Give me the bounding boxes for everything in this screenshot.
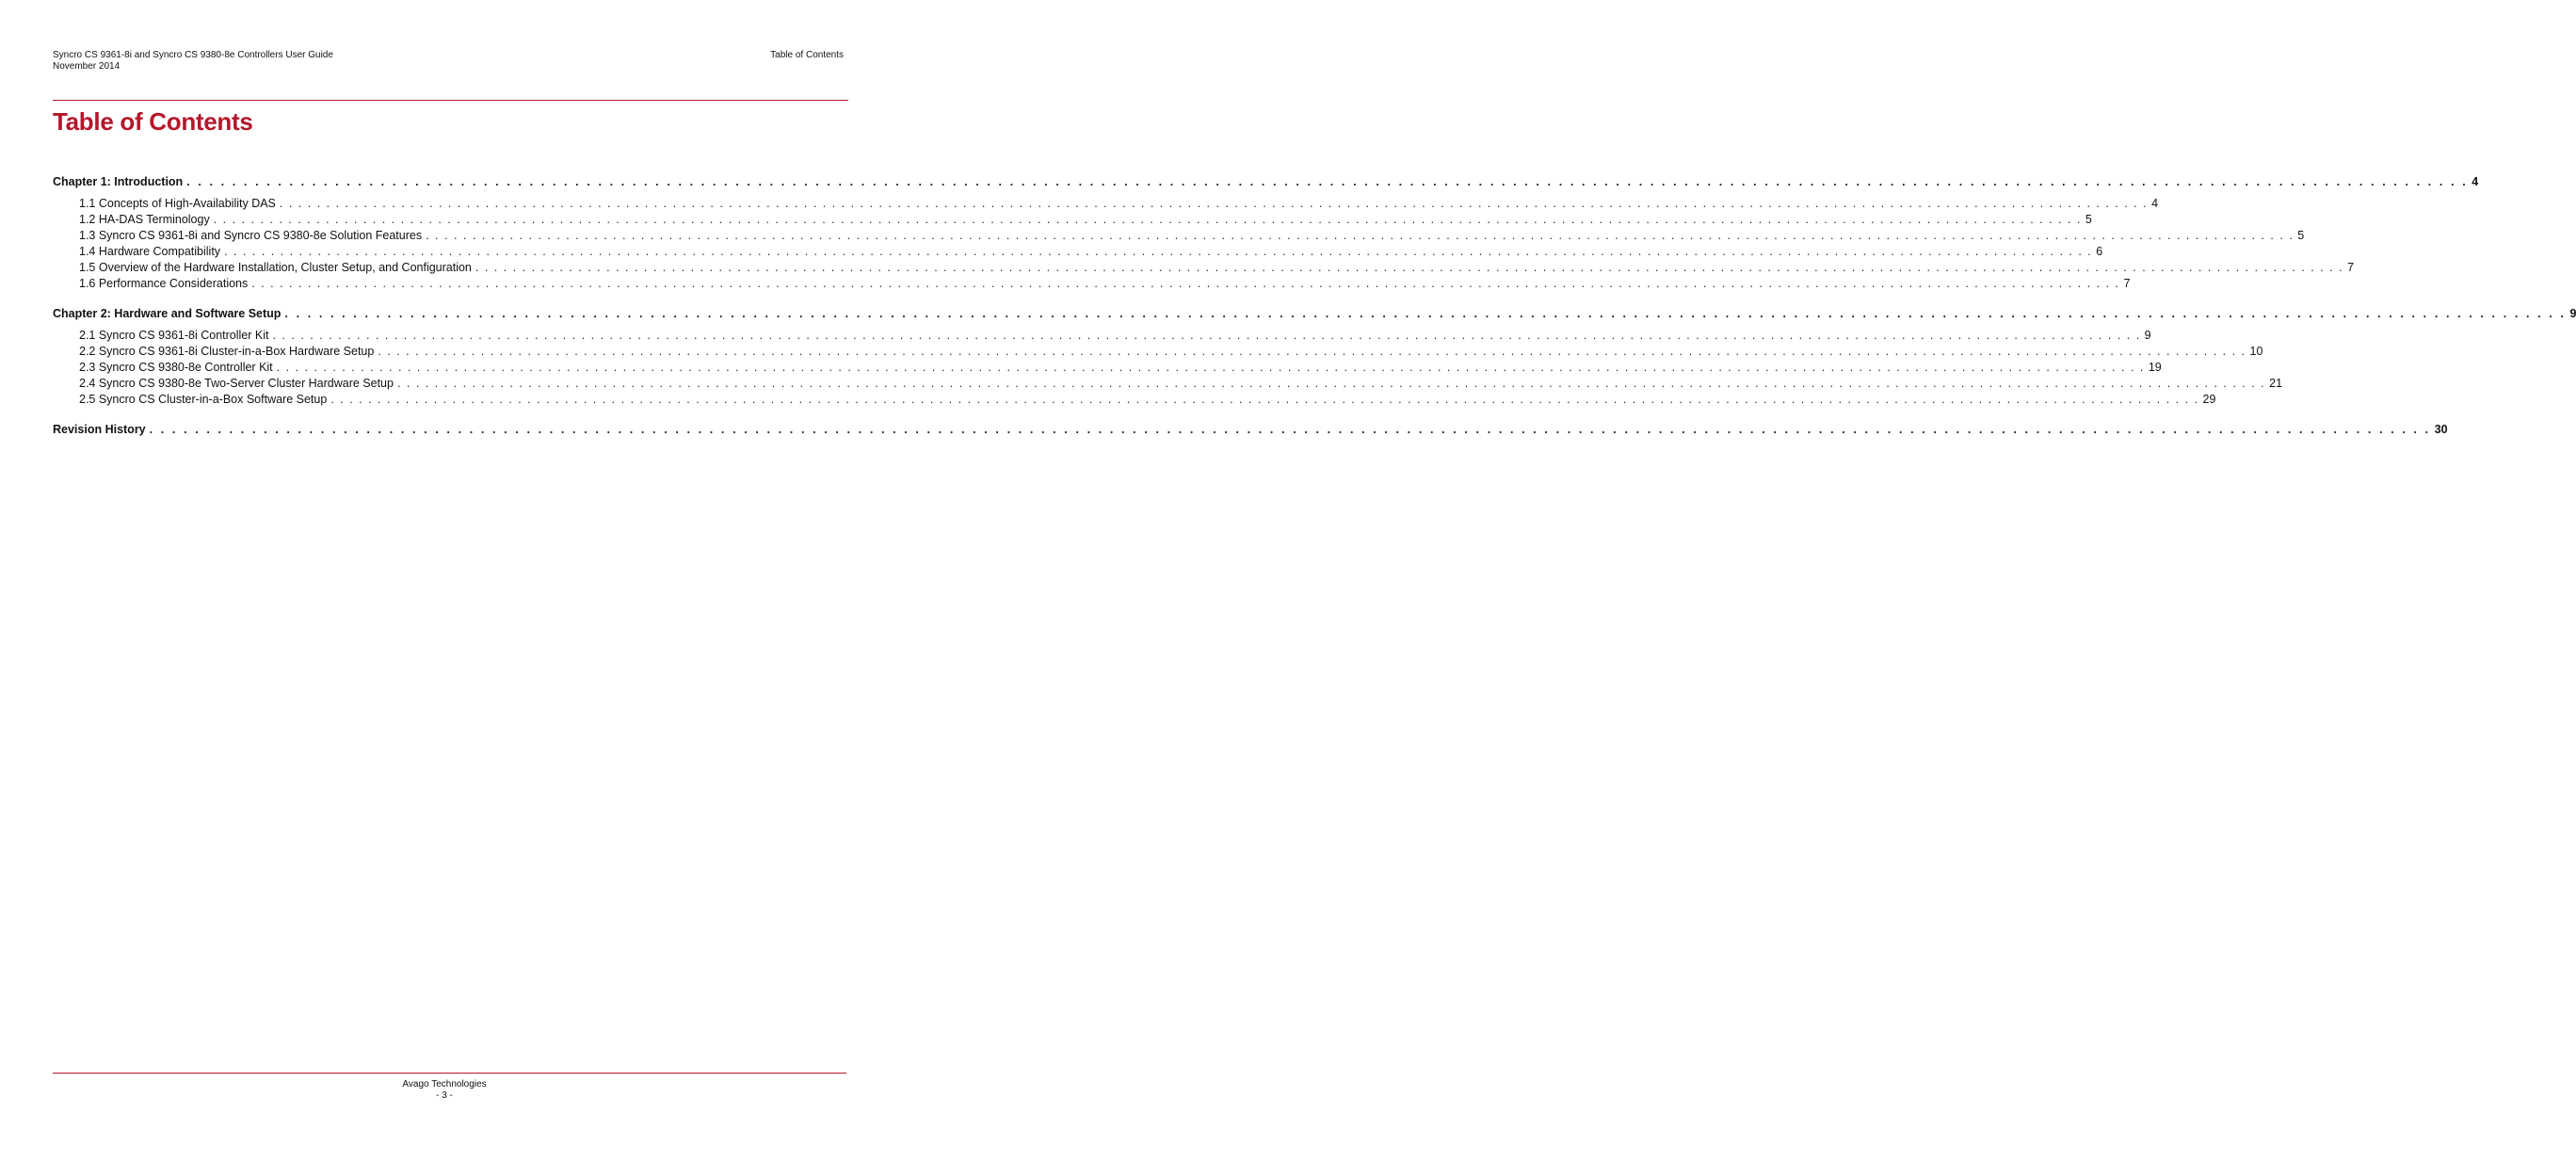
toc-section-entry-label: 2.3 Syncro CS 9380-8e Controller Kit: [79, 361, 273, 374]
toc-chapter-entry-page: 4: [2471, 175, 2479, 188]
dot-leader: . . . . . . . . . . . . . . . . . . . . . . . . . . . . . . . . . . . . . . . . . . . . . . . . . . . . . . . . . . . . . . . . . . . . . . . . . . . . . . . . . . . . . . . . . . . . . . . . . . . . . . . . . . . . . . . . . . . . . . . . . . . . . . . . . . . . . . . . . . . . . . . . . . . . . . . . . . . . . . . . . . . . . . . . . . . . . . . . . . . . . . . . . . . . . . . . . . . . . . . .: [426, 229, 2294, 242]
toc-section-entry-page: 4: [2151, 197, 2159, 210]
toc-section-entry[interactable]: [53, 228, 2305, 244]
toc-section-entry[interactable]: [53, 276, 2131, 292]
toc-chapter-entry[interactable]: [53, 421, 2448, 438]
dot-leader: . . . . . . . . . . . . . . . . . . . . . . . . . . . . . . . . . . . . . . . . . . . . . . . . . . . . . . . . . . . . . . . . . . . . . . . . . . . . . . . . . . . . . . . . . . . . . . . . . . . . . . . . . . . . . . . . . . . . . . . . . . . . . . . . . . . . . . . . . . . . . . . . . . . . . . . . . . . . . . . . . . . . . . . . . . . . . . . . . . . . . . . . . . . . . . . . . . . . . . . .: [276, 361, 2145, 374]
document-date: November 2014: [53, 61, 121, 72]
toc-chapter-entry-page: 30: [2434, 423, 2448, 436]
toc-section-entry-label: 1.1 Concepts of High-Availability DAS: [79, 197, 276, 210]
toc-chapter-entry[interactable]: [53, 173, 2479, 190]
toc-section-entry-label: 2.1 Syncro CS 9361-8i Controller Kit: [79, 329, 269, 342]
toc-section-entry-page: 6: [2096, 245, 2103, 258]
toc-section-entry-label: 1.3 Syncro CS 9361-8i and Syncro CS 9380-8e Solution Features: [79, 229, 423, 242]
toc-section-entry-page: 5: [2085, 213, 2092, 226]
toc-section-entry[interactable]: [53, 260, 2355, 276]
dot-leader: . . . . . . . . . . . . . . . . . . . . . . . . . . . . . . . . . . . . . . . . . . . . . . . . . . . . . . . . . . . . . . . . . . . . . . . . . . . . . . . . . . . . . . . . . . . . . . . . . . . . . . . . . . . . . . . . . . . . . . . . . . . . . . . . . . . . . . . . . . . . . . . . . . . . . . . . . . . . . . . . . . . . . . . . . . . . . . . . . . . . . . . . . . . . . . . . . . . . . . . .: [213, 213, 2082, 226]
toc-section-entry[interactable]: [53, 344, 2263, 360]
dot-leader: . . . . . . . . . . . . . . . . . . . . . . . . . . . . . . . . . . . . . . . . . . . . . . . . . . . . . . . . . . . . . . . . . . . . . . . . . . . . . . . . . . . . . . . . . . . . . . . . . . . . . . . . . . . . . . . . . . . . . . . . . . . . . . . . . . . . . . . . . . . . . . . . . . . . . . . . . . . . . . . . . . . . . . . . . . . . . . . . . . . . . . . . . . . . . . . . . . . . . . . .: [284, 307, 2567, 320]
toc-chapter-entry[interactable]: [53, 305, 2576, 322]
toc-section-entry-label: 2.2 Syncro CS 9361-8i Cluster-in-a-Box Hardware Setup: [79, 345, 375, 358]
dot-leader: . . . . . . . . . . . . . . . . . . . . . . . . . . . . . . . . . . . . . . . . . . . . . . . . . . . . . . . . . . . . . . . . . . . . . . . . . . . . . . . . . . . . . . . . . . . . . . . . . . . . . . . . . . . . . . . . . . . . . . . . . . . . . . . . . . . . . . . . . . . . . . . . . . . . . . . . . . . . . . . . . . . . . . . . . . . . . . . . . . . . . . . . . . . . . . . . . . . . . . . .: [378, 345, 2246, 358]
page-footer: [0, 1079, 889, 1102]
header-divider: [53, 100, 848, 101]
running-header-left: [53, 50, 333, 73]
toc-section-entry-label: 1.6 Performance Considerations: [79, 277, 249, 290]
document-title: Syncro CS 9361-8i and Syncro CS 9380-8e Controllers User Guide: [53, 50, 333, 60]
toc-section-entry-page: 7: [2123, 277, 2131, 290]
dot-leader: . . . . . . . . . . . . . . . . . . . . . . . . . . . . . . . . . . . . . . . . . . . . . . . . . . . . . . . . . . . . . . . . . . . . . . . . . . . . . . . . . . . . . . . . . . . . . . . . . . . . . . . . . . . . . . . . . . . . . . . . . . . . . . . . . . . . . . . . . . . . . . . . . . . . . . . . . . . . . . . . . . . . . . . . . . . . . . . . . . . . . . . . . . . . . . . . . . . . . . . .: [279, 197, 2149, 210]
page-title: Table of Contents: [53, 107, 253, 136]
toc-section-entry[interactable]: [53, 244, 2103, 260]
toc-section-entry-page: 10: [2249, 345, 2263, 358]
toc-section-entry[interactable]: [53, 392, 2216, 408]
dot-leader: . . . . . . . . . . . . . . . . . . . . . . . . . . . . . . . . . . . . . . . . . . . . . . . . . . . . . . . . . . . . . . . . . . . . . . . . . . . . . . . . . . . . . . . . . . . . . . . . . . . . . . . . . . . . . . . . . . . . . . . . . . . . . . . . . . . . . . . . . . . . . . . . . . . . . . . . . . . . . . . . . . . . . . . . . . . . . . . . . . . . . . . . . . . . . . . . . . . . . . . .: [186, 175, 2469, 188]
toc-section-entry-label: 1.5 Overview of the Hardware Installation, Cluster Setup, and Configuration: [79, 261, 472, 274]
toc-chapter-entry-page: 9: [2569, 307, 2576, 320]
dot-leader: . . . . . . . . . . . . . . . . . . . . . . . . . . . . . . . . . . . . . . . . . . . . . . . . . . . . . . . . . . . . . . . . . . . . . . . . . . . . . . . . . . . . . . . . . . . . . . . . . . . . . . . . . . . . . . . . . . . . . . . . . . . . . . . . . . . . . . . . . . . . . . . . . . . . . . . . . . . . . . . . . . . . . . . . . . . . . . . . . . . . . . . . . . . . . . . . . . . . . . . .: [330, 393, 2199, 406]
toc-section-entry-label: 2.5 Syncro CS Cluster-in-a-Box Software Setup: [79, 393, 328, 406]
dot-leader: . . . . . . . . . . . . . . . . . . . . . . . . . . . . . . . . . . . . . . . . . . . . . . . . . . . . . . . . . . . . . . . . . . . . . . . . . . . . . . . . . . . . . . . . . . . . . . . . . . . . . . . . . . . . . . . . . . . . . . . . . . . . . . . . . . . . . . . . . . . . . . . . . . . . . . . . . . . . . . . . . . . . . . . . . . . . . . . . . . . . . . . . . . . . . . . . . . . . . . . .: [224, 245, 2093, 258]
footer-page-number: - 3 -: [436, 1090, 453, 1101]
toc-chapter-entry-label: Chapter 2: Hardware and Software Setup: [53, 307, 282, 320]
running-header-section: Table of Contents: [770, 50, 844, 60]
toc-section-entry[interactable]: [53, 212, 2092, 228]
table-of-contents: [53, 173, 2576, 438]
toc-chapter-entry-label: Revision History: [53, 423, 146, 436]
toc-section-entry-label: 1.2 HA-DAS Terminology: [79, 213, 210, 226]
toc-section-entry-label: 2.4 Syncro CS 9380-8e Two-Server Cluster Hardware Setup: [79, 377, 394, 390]
toc-section-entry[interactable]: [53, 360, 2162, 376]
dot-leader: . . . . . . . . . . . . . . . . . . . . . . . . . . . . . . . . . . . . . . . . . . . . . . . . . . . . . . . . . . . . . . . . . . . . . . . . . . . . . . . . . . . . . . . . . . . . . . . . . . . . . . . . . . . . . . . . . . . . . . . . . . . . . . . . . . . . . . . . . . . . . . . . . . . . . . . . . . . . . . . . . . . . . . . . . . . . . . . . . . . . . . . . . . . . . . . . . . . . . . . .: [272, 329, 2141, 342]
toc-section-entry-page: 5: [2297, 229, 2305, 242]
footer-company: Avago Technologies: [402, 1079, 487, 1090]
toc-section-entry-label: 1.4 Hardware Compatibility: [79, 245, 221, 258]
dot-leader: . . . . . . . . . . . . . . . . . . . . . . . . . . . . . . . . . . . . . . . . . . . . . . . . . . . . . . . . . . . . . . . . . . . . . . . . . . . . . . . . . . . . . . . . . . . . . . . . . . . . . . . . . . . . . . . . . . . . . . . . . . . . . . . . . . . . . . . . . . . . . . . . . . . . . . . . . . . . . . . . . . . . . . . . . . . . . . . . . . . . . . . . . . . . . . . . . . . . . . . .: [149, 423, 2431, 436]
toc-section-entry[interactable]: [53, 196, 2159, 212]
toc-section-entry-page: 19: [2148, 361, 2162, 374]
toc-chapter-entry-label: Chapter 1: Introduction: [53, 175, 184, 188]
toc-section-entry-page: 21: [2269, 377, 2283, 390]
toc-section-entry-page: 29: [2202, 393, 2216, 406]
dot-leader: . . . . . . . . . . . . . . . . . . . . . . . . . . . . . . . . . . . . . . . . . . . . . . . . . . . . . . . . . . . . . . . . . . . . . . . . . . . . . . . . . . . . . . . . . . . . . . . . . . . . . . . . . . . . . . . . . . . . . . . . . . . . . . . . . . . . . . . . . . . . . . . . . . . . . . . . . . . . . . . . . . . . . . . . . . . . . . . . . . . . . . . . . . . . . . . . . . . . . . . .: [475, 261, 2344, 274]
toc-section-entry[interactable]: [53, 328, 2151, 344]
toc-section-entry-page: 7: [2347, 261, 2355, 274]
dot-leader: . . . . . . . . . . . . . . . . . . . . . . . . . . . . . . . . . . . . . . . . . . . . . . . . . . . . . . . . . . . . . . . . . . . . . . . . . . . . . . . . . . . . . . . . . . . . . . . . . . . . . . . . . . . . . . . . . . . . . . . . . . . . . . . . . . . . . . . . . . . . . . . . . . . . . . . . . . . . . . . . . . . . . . . . . . . . . . . . . . . . . . . . . . . . . . . . . . . . . . . .: [396, 377, 2266, 390]
toc-section-entry-page: 9: [2144, 329, 2151, 342]
footer-divider: [53, 1073, 846, 1074]
toc-section-entry[interactable]: [53, 376, 2283, 392]
dot-leader: . . . . . . . . . . . . . . . . . . . . . . . . . . . . . . . . . . . . . . . . . . . . . . . . . . . . . . . . . . . . . . . . . . . . . . . . . . . . . . . . . . . . . . . . . . . . . . . . . . . . . . . . . . . . . . . . . . . . . . . . . . . . . . . . . . . . . . . . . . . . . . . . . . . . . . . . . . . . . . . . . . . . . . . . . . . . . . . . . . . . . . . . . . . . . . . . . . . . . . . .: [251, 277, 2120, 290]
